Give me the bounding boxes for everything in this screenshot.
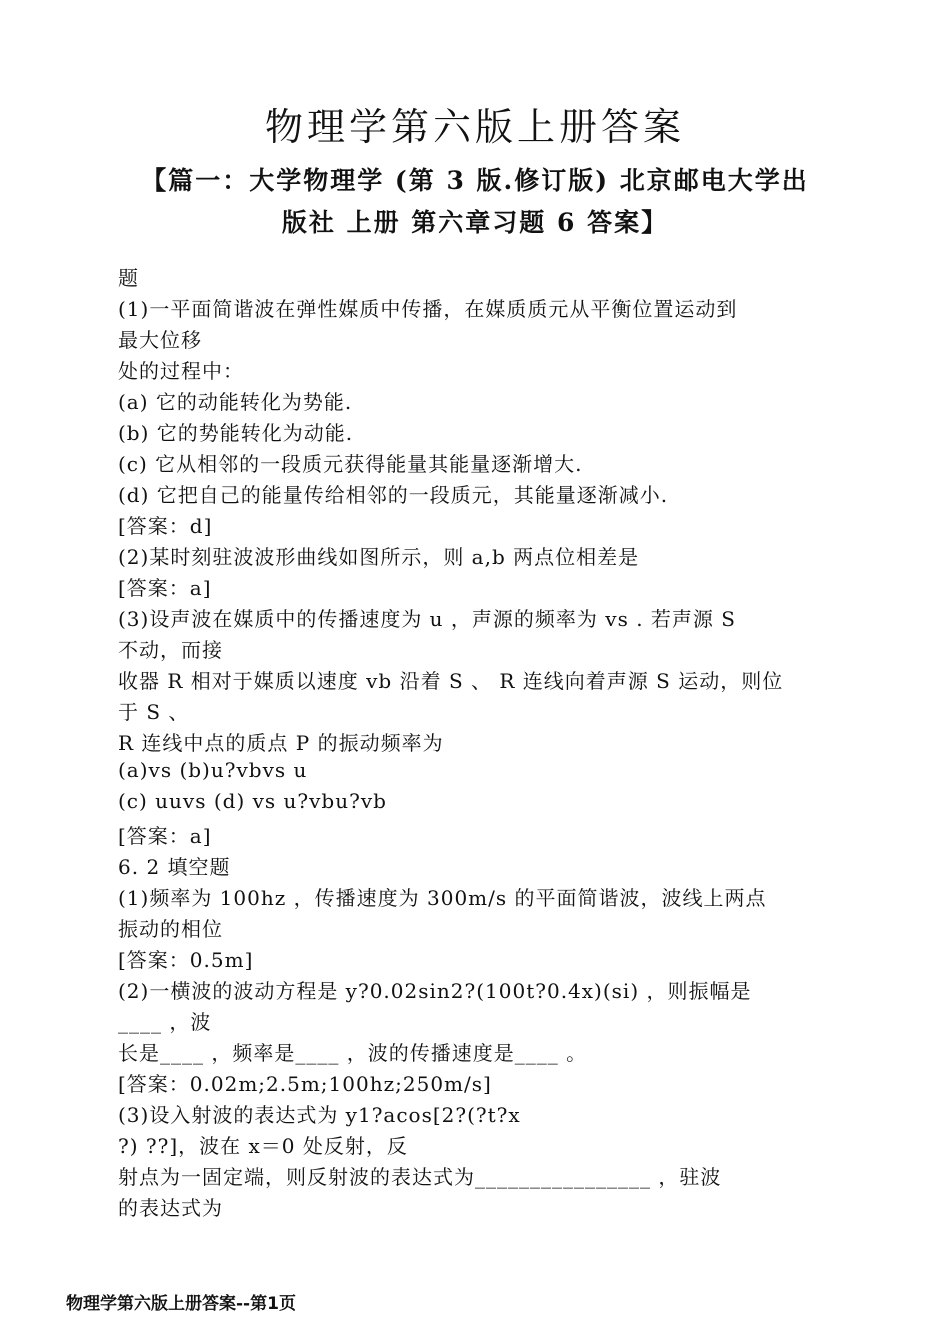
text-line: [答案：d]	[118, 514, 213, 538]
text-line: ____ ，波	[118, 1010, 212, 1034]
text-line: (a)vs (b)u?vbvs u	[118, 758, 308, 782]
text-line: 处的过程中：	[118, 359, 244, 383]
text-line: (c) uuvs (d) vs u?vbu?vb	[118, 789, 387, 813]
text-line: 题	[118, 266, 139, 290]
text-line: 射点为一固定端，则反射波的表达式为________________ ，驻波	[118, 1165, 722, 1189]
text-line: 最大位移	[118, 328, 202, 352]
text-line: (3)设声波在媒质中的传播速度为 u ，声源的频率为 vs . 若声源 S	[118, 607, 736, 631]
text-line: 收器 R 相对于媒质以速度 vb 沿着 S 、 R 连线向着声源 S 运动，则位	[118, 669, 784, 693]
text-line: (a) 它的动能转化为势能.	[118, 390, 353, 414]
text-line: 6. 2 填空题	[118, 855, 231, 879]
text-line: (c) 它从相邻的一段质元获得能量其能量逐渐增大.	[118, 452, 583, 476]
text-line: (1)一平面简谐波在弹性媒质中传播，在媒质质元从平衡位置运动到	[118, 297, 738, 321]
text-line: (b) 它的势能转化为动能.	[118, 421, 354, 445]
subtitle-line-2: 版社 上册 第六章习题 6 答案】	[281, 208, 669, 237]
text-line: [答案：0.02m;2.5m;100hz;250m/s]	[118, 1072, 492, 1096]
text-line: 的表达式为	[118, 1196, 223, 1220]
text-line: ?) ??]，波在 x＝0 处反射，反	[118, 1134, 408, 1158]
text-line: 长是____ ，频率是____ ，波的传播速度是____ 。	[118, 1041, 588, 1065]
page-subtitle	[118, 160, 832, 244]
subtitle-line-1: 【篇一：大学物理学 (第 3 版.修订版) 北京邮电大学出	[141, 166, 809, 195]
text-line: [答案：0.5m]	[118, 948, 254, 972]
text-line: 振动的相位	[118, 917, 223, 941]
page-title: 物理学第六版上册答案	[264, 105, 685, 149]
text-line: (2)某时刻驻波波形曲线如图所示，则 a,b 两点位相差是	[118, 545, 640, 569]
text-line: (2)一横波的波动方程是 y?0.02sin2?(100t?0.4x)(si) ，则振幅是	[118, 979, 752, 1003]
text-line: (3)设入射波的表达式为 y1?acos[2?(?t?x	[118, 1103, 521, 1127]
text-line: 于 S 、	[118, 700, 190, 724]
text-line: (1)频率为 100hz ，传播速度为 300m/s 的平面简谐波，波线上两点	[118, 886, 767, 910]
text-line: [答案：a]	[118, 824, 212, 848]
page-footer: 物理学第六版上册答案--第1页	[66, 1294, 296, 1314]
text-line: (d) 它把自己的能量传给相邻的一段质元，其能量逐渐减小.	[118, 483, 669, 507]
text-line: R 连线中点的质点 P 的振动频率为	[118, 731, 444, 755]
text-line: [答案：a]	[118, 576, 212, 600]
text-line: 不动，而接	[118, 638, 223, 662]
